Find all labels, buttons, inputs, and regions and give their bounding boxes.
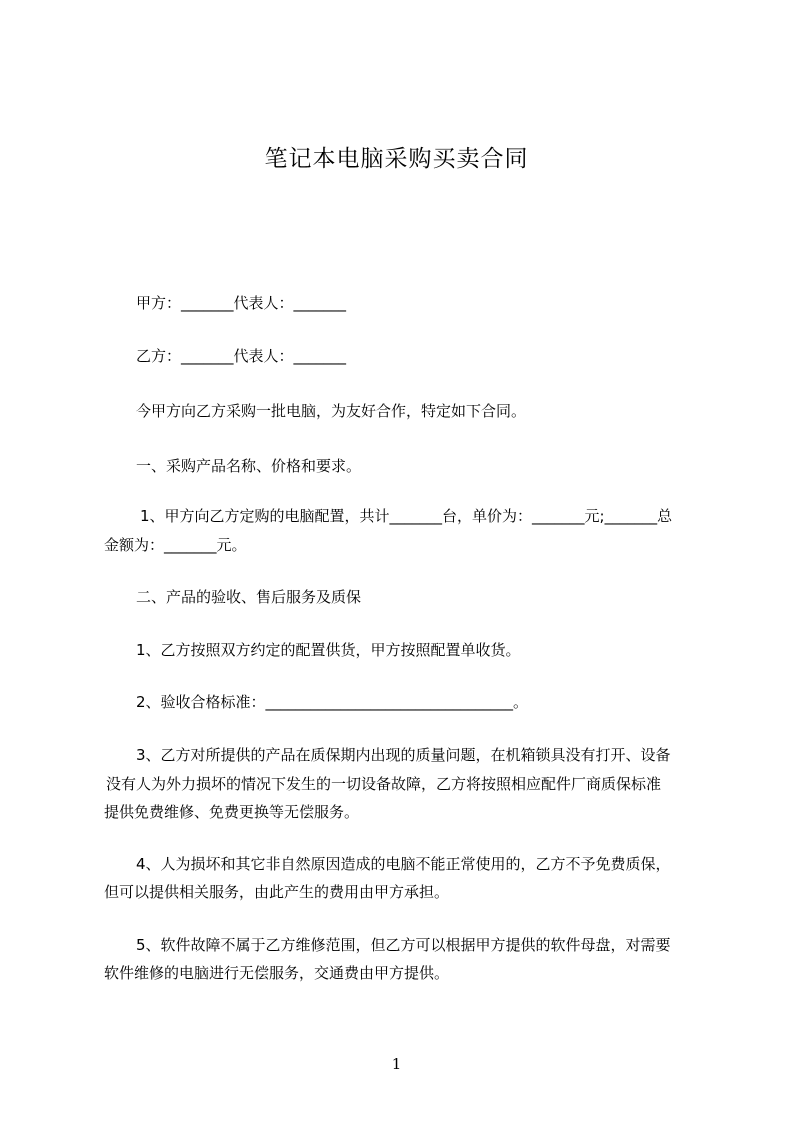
section-2-item-3-line-1: 3、乙方对所提供的产品在质保期内出现的质量问题，在机箱锁具没有打开、设备 — [136, 746, 671, 764]
section-2-item-4-line-1: 4、人为损坏和其它非自然原因造成的电脑不能正常使用的，乙方不予免费质保， — [136, 855, 671, 873]
section-1-heading: 一、采购产品名称、价格和要求。 — [136, 457, 362, 475]
party-a-line: 甲方：_______代表人：_______ — [136, 294, 347, 312]
page-number: 1 — [391, 1055, 402, 1073]
section-2-item-4-line-2: 但可以提供相关服务，由此产生的费用由甲方承担。 — [104, 883, 450, 901]
document-title: 笔记本电脑采购买卖合同 — [264, 146, 529, 172]
section-2-item-5-line-2: 软件维修的电脑进行无偿服务，交通费由甲方提供。 — [104, 964, 450, 982]
section-2-item-5-line-1: 5、软件故障不属于乙方维修范围，但乙方可以根据甲方提供的软件母盘，对需要 — [136, 936, 671, 954]
section-1-item-1-line-2: 金额为：_______元。 — [104, 536, 247, 554]
intro-paragraph: 今甲方向乙方采购一批电脑，为友好合作，特定如下合同。 — [136, 402, 527, 420]
section-2-item-3-line-3: 提供免费维修、免费更换等无偿服务。 — [104, 803, 360, 821]
section-2-item-2: 2、验收合格标准：_________________________________。 — [136, 693, 529, 711]
section-2-heading: 二、产品的验收、售后服务及质保 — [136, 588, 362, 606]
party-b-line: 乙方：_______代表人：_______ — [136, 347, 347, 365]
section-2-item-1: 1、乙方按照双方约定的配置供货，甲方按照配置单收货。 — [136, 641, 521, 659]
section-2-item-3-line-2: 没有人为外力损坏的情况下发生的一切设备故障，乙方将按照相应配件厂商质保标准 — [106, 775, 662, 793]
section-1-item-1-line-1: 1、甲方向乙方定购的电脑配置，共计_______台，单价为：_______元;_______总 — [140, 507, 673, 525]
